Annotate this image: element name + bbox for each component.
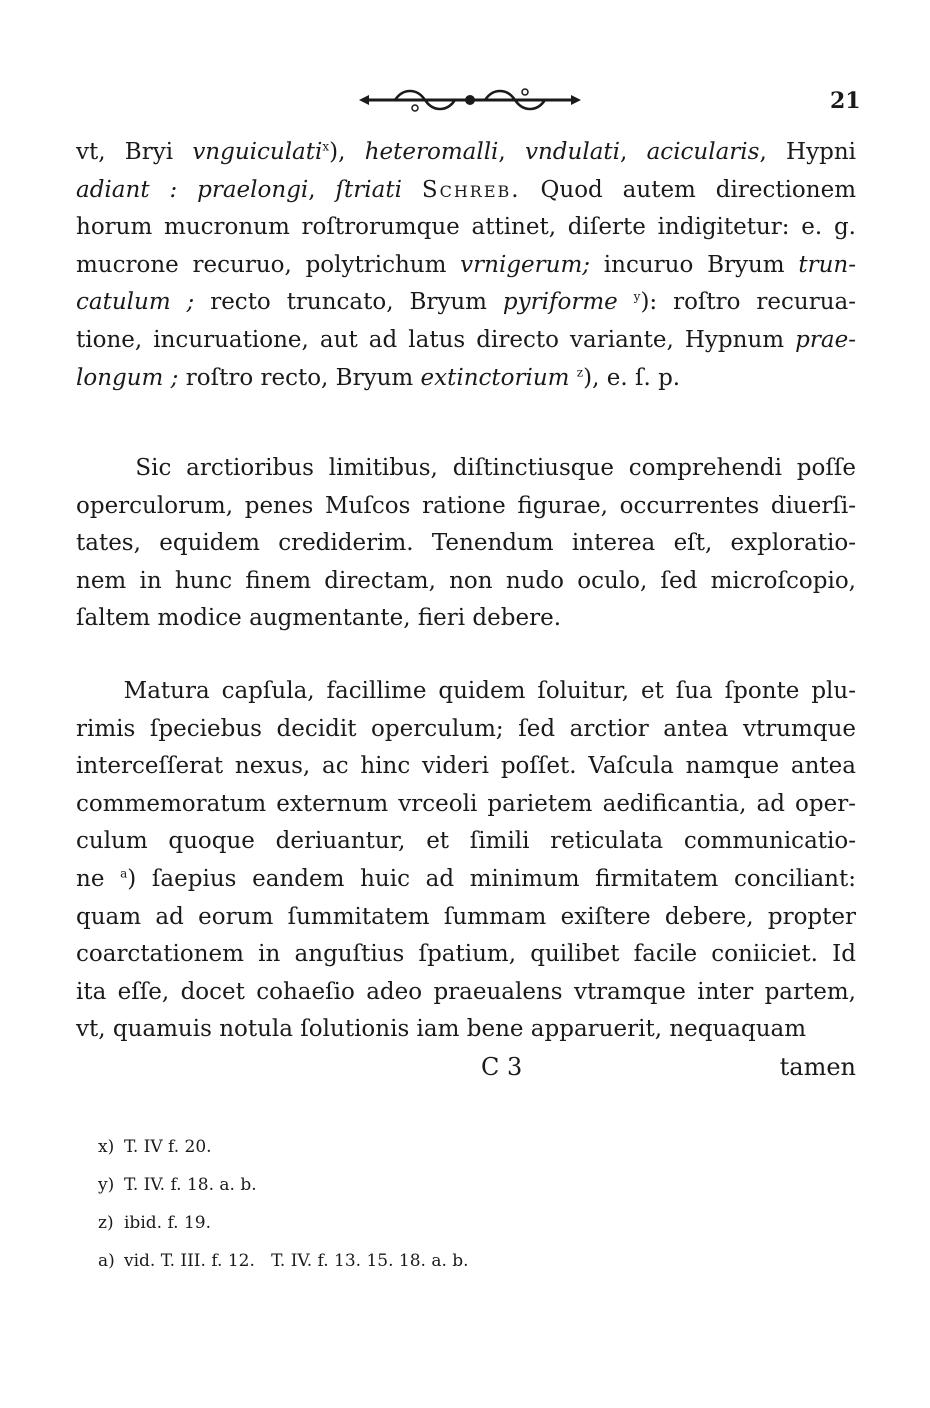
text-run: coarctationem in anguſtius ſpatium, quilibet facile coniiciet. Id	[76, 941, 856, 968]
text-run: vt, Bryi	[76, 139, 193, 165]
italic-term: longum ;	[76, 364, 179, 391]
footnote-label: z)	[98, 1213, 114, 1233]
text-run: horum mucronum roſtrorumque attinet, diſerte indigitetur: e. g.	[76, 214, 856, 241]
paragraph-2	[76, 450, 856, 638]
text-line	[76, 172, 856, 210]
text-run: , Hypni	[759, 139, 856, 165]
text-run: mucrone recuruo, polytrichum	[76, 251, 461, 278]
footnote-reference: z	[576, 364, 584, 379]
italic-term: vrnigerum;	[460, 251, 591, 278]
italic-term: acicularis	[646, 139, 760, 165]
text-line	[76, 322, 856, 360]
text-line	[76, 525, 856, 563]
text-run: ) ſaepius eandem huic ad minimum firmitatem conciliant:	[127, 865, 856, 892]
footnotes	[98, 1128, 798, 1280]
text-run: interceſſerat nexus, ac hinc videri poſſet. Vaſcula namque antea	[76, 753, 856, 780]
text-run: rimis ſpeciebus decidit operculum; ſed arctior antea vtrumque	[76, 715, 856, 742]
text-run: quam ad eorum ſummitatem ſummam exiſtere debere, propter	[76, 903, 856, 930]
text-run: Quod autem directionem	[520, 176, 857, 203]
text-run: vt, quamuis notula ſolutionis iam bene apparuerit, nequaquam	[76, 1016, 807, 1043]
text-line	[76, 673, 856, 711]
italic-term: ſtriati	[335, 176, 402, 203]
italic-term: catulum ;	[76, 289, 195, 316]
text-line	[76, 284, 856, 322]
author-abbreviation: Schreb.	[421, 176, 521, 203]
text-line	[76, 360, 856, 398]
text-line	[76, 974, 856, 1012]
text-run: ſaltem modice augmentante, fieri debere.	[76, 605, 562, 632]
text-run: Matura capſula, facillime quidem ſoluitur, et ſua ſponte plu-	[76, 678, 856, 704]
page-footer-line	[76, 1053, 856, 1087]
text-run: tione, incuruatione, aut ad latus directo variante, Hypnum	[76, 326, 796, 353]
footnote-reference: a	[120, 866, 128, 881]
text-run: ), e. ſ. p.	[583, 364, 681, 391]
page-number: 21	[830, 88, 861, 114]
text-run: roſtro recto, Bryum	[178, 364, 421, 391]
text-run: commemoratum externum vrceoli parietem aedificantia, ad oper-	[76, 790, 856, 817]
text-run: ,	[620, 139, 647, 165]
italic-term: prae-	[795, 326, 856, 353]
text-run: nem in hunc finem directam, non nudo oculo, ſed microſcopio,	[76, 567, 856, 594]
text-run	[618, 289, 634, 315]
footnote-label: x)	[98, 1137, 115, 1157]
footnote-label: a)	[98, 1251, 115, 1271]
text-run: ne	[76, 865, 121, 892]
text-line	[76, 600, 856, 638]
text-line	[76, 899, 856, 937]
text-run: ): roſtro recurua-	[640, 289, 857, 316]
footnote	[98, 1128, 798, 1166]
italic-term: adiant : praelongi	[76, 176, 309, 203]
text-run	[402, 177, 422, 203]
footnote-text: T. IV f. 20.	[124, 1137, 212, 1157]
paragraph-3	[76, 673, 856, 1049]
paragraph-1	[76, 134, 856, 397]
text-run: ,	[308, 176, 336, 203]
italic-term: extinctorium	[420, 364, 570, 391]
italic-term: pyriforme	[502, 289, 618, 316]
text-run: culum quoque deriuantur, et ſimili reticulata communicatio-	[76, 828, 856, 855]
footnote-reference: x	[322, 139, 330, 154]
text-line	[76, 1011, 856, 1049]
text-run: tates, equidem crediderim. Tenendum interea eſt, exploratio-	[76, 530, 856, 557]
text-run: incuruo Bryum	[590, 251, 799, 278]
text-line	[76, 823, 856, 861]
text-run: recto truncato, Bryum	[194, 289, 503, 316]
footnote	[98, 1242, 798, 1280]
text-line	[76, 563, 856, 601]
text-line	[76, 786, 856, 824]
text-line	[76, 861, 856, 899]
footnote	[98, 1166, 798, 1204]
text-line	[76, 450, 856, 488]
footnote-reference: y	[633, 289, 641, 304]
headpiece-ornament	[355, 86, 585, 114]
text-run: operculorum, penes Muſcos ratione figurae, occurrentes diuerſi-	[76, 492, 856, 519]
footnote	[98, 1204, 798, 1242]
catchword: tamen	[779, 1053, 856, 1081]
text-run: ,	[498, 139, 525, 165]
text-run: Sic arctioribus limitibus, diſtinctiusque comprehendi poſſe	[76, 455, 856, 481]
italic-term: vnguiculati	[192, 139, 323, 165]
text-line	[76, 711, 856, 749]
footnote-text: T. IV. f. 18. a. b.	[124, 1175, 257, 1195]
text-run	[569, 365, 576, 391]
signature-mark: C 3	[481, 1053, 523, 1081]
footnote-label: y)	[98, 1175, 115, 1195]
text-line	[76, 936, 856, 974]
text-line	[76, 748, 856, 786]
text-run: ),	[329, 139, 365, 165]
text-line	[76, 134, 856, 172]
italic-term: trun-	[798, 251, 856, 278]
italic-term: heteromalli	[364, 139, 499, 165]
text-run: ita eſſe, docet cohaeſio adeo praeualens vtramque inter partem,	[76, 978, 856, 1005]
text-line	[76, 247, 856, 285]
text-line	[76, 488, 856, 526]
footnote-text: vid. T. III. f. 12. T. IV. f. 13. 15. 18. a. b.	[124, 1251, 469, 1271]
italic-term: vndulati	[525, 139, 621, 165]
text-line	[76, 209, 856, 247]
footnote-text: ibid. f. 19.	[124, 1213, 211, 1233]
